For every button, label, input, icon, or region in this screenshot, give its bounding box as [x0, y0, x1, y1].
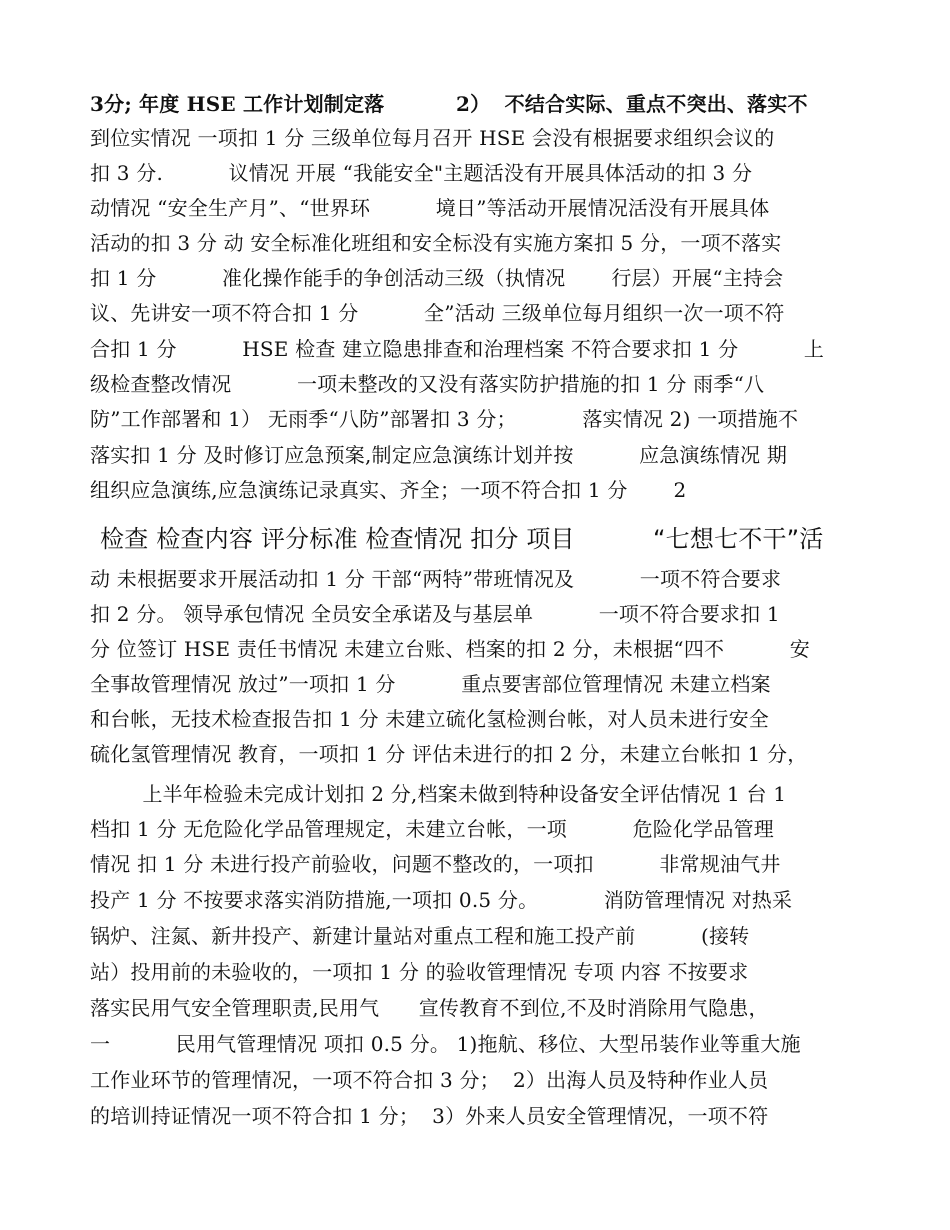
text-line: 的培训持证情况一项不符合扣 1 分； 3）外来人员安全管理情况，一项不符 [90, 1104, 769, 1128]
text-line: 合扣 1 分 HSE 检查 建立隐患排查和治理档案 不符合要求扣 1 分 上 [90, 337, 825, 361]
text-line: 分 位签订 HSE 责任书情况 未建立台账、档案的扣 2 分，未根据“四不 安 [90, 637, 811, 661]
text-line: 动 未根据要求开展活动扣 1 分 干部“两特”带班情况及 一项不符合要求 [90, 567, 782, 591]
text-line: 扣 1 分 准化操作能手的争创活动三级（执情况 行层）开展“主持会 [90, 266, 784, 290]
text-line: 硫化氢管理情况 教育，一项扣 1 分 评估未进行的扣 2 分，未建立台帐扣 1 分， [90, 742, 808, 766]
text-line: 投产 1 分 不按要求落实消防措施,一项扣 0.5 分。 消防管理情况 对热采 [90, 888, 793, 912]
text-line: 上半年检验未完成计划扣 2 分,档案未做到特种设备安全评估情况 1 台 1 [90, 782, 787, 806]
text-line: 防”工作部署和 1） 无雨季“八防”部署扣 3 分； 落实情况 2) 一项措施不 [90, 407, 799, 431]
text-line: 议、先讲安一项不符合扣 1 分 全”活动 三级单位每月组织一次一项不符 [90, 301, 785, 325]
text-line: 全事故管理情况 放过”一项扣 1 分 重点要害部位管理情况 未建立档案 [90, 672, 771, 696]
table-header-line: 检查 检查内容 评分标准 检查情况 扣分 项目 “七想七不干”活 [100, 525, 824, 553]
text-line: 动情况 “安全生产月”、“世界环 境日”等活动开展情况活没有开展具体 [90, 196, 770, 220]
text-line: 一 民用气管理情况 项扣 0.5 分。 1)拖航、移位、大型吊装作业等重大施 [90, 1032, 801, 1056]
text-line: 3分; 年度 HSE 工作计划制定落 2） 不结合实际、重点不突出、落实不 [90, 92, 808, 116]
text-line: 情况 扣 1 分 未进行投产前验收，问题不整改的，一项扣 非常规油气井 [90, 852, 781, 876]
text-line: 和台帐，无技术检查报告扣 1 分 未建立硫化氢检测台帐，对人员未进行安全 [90, 707, 769, 731]
text-line: 到位实情况 一项扣 1 分 三级单位每月召开 HSE 会没有根据要求组织会议的 [90, 126, 775, 150]
text-line: 扣 3 分. 议情况 开展 “我能安全"主题活没有开展具体活动的扣 3 分 [90, 161, 753, 185]
text-line: 活动的扣 3 分 动 安全标准化班组和安全标没有实施方案扣 5 分，一项不落实 [90, 231, 782, 255]
text-line: 组织应急演练,应急演练记录真实、齐全；一项不符合扣 1 分 2 [90, 478, 687, 502]
text-line: 扣 2 分。 领导承包情况 全员安全承诺及与基层单 一项不符合要求扣 1 [90, 602, 780, 626]
text-line: 锅炉、注氮、新井投产、新建计量站对重点工程和施工投产前 (接转 [90, 924, 750, 948]
text-line: 站）投用前的未验收的，一项扣 1 分 的验收管理情况 专项 内容 不按要求 [90, 960, 749, 984]
text-line: 落实民用气安全管理职责,民用气 宣传教育不到位,不及时消除用气隐患， [90, 996, 769, 1020]
text-line: 档扣 1 分 无危险化学品管理规定，未建立台帐，一项 危险化学品管理 [90, 817, 774, 841]
text-line: 级检查整改情况 一项未整改的又没有落实防护措施的扣 1 分 雨季“八 [90, 372, 765, 396]
text-line: 工作业环节的管理情况，一项不符合扣 3 分； 2）出海人员及特种作业人员 [90, 1068, 769, 1092]
text-line: 落实扣 1 分 及时修订应急预案,制定应急演练计划并按 应急演练情况 期 [90, 443, 788, 467]
